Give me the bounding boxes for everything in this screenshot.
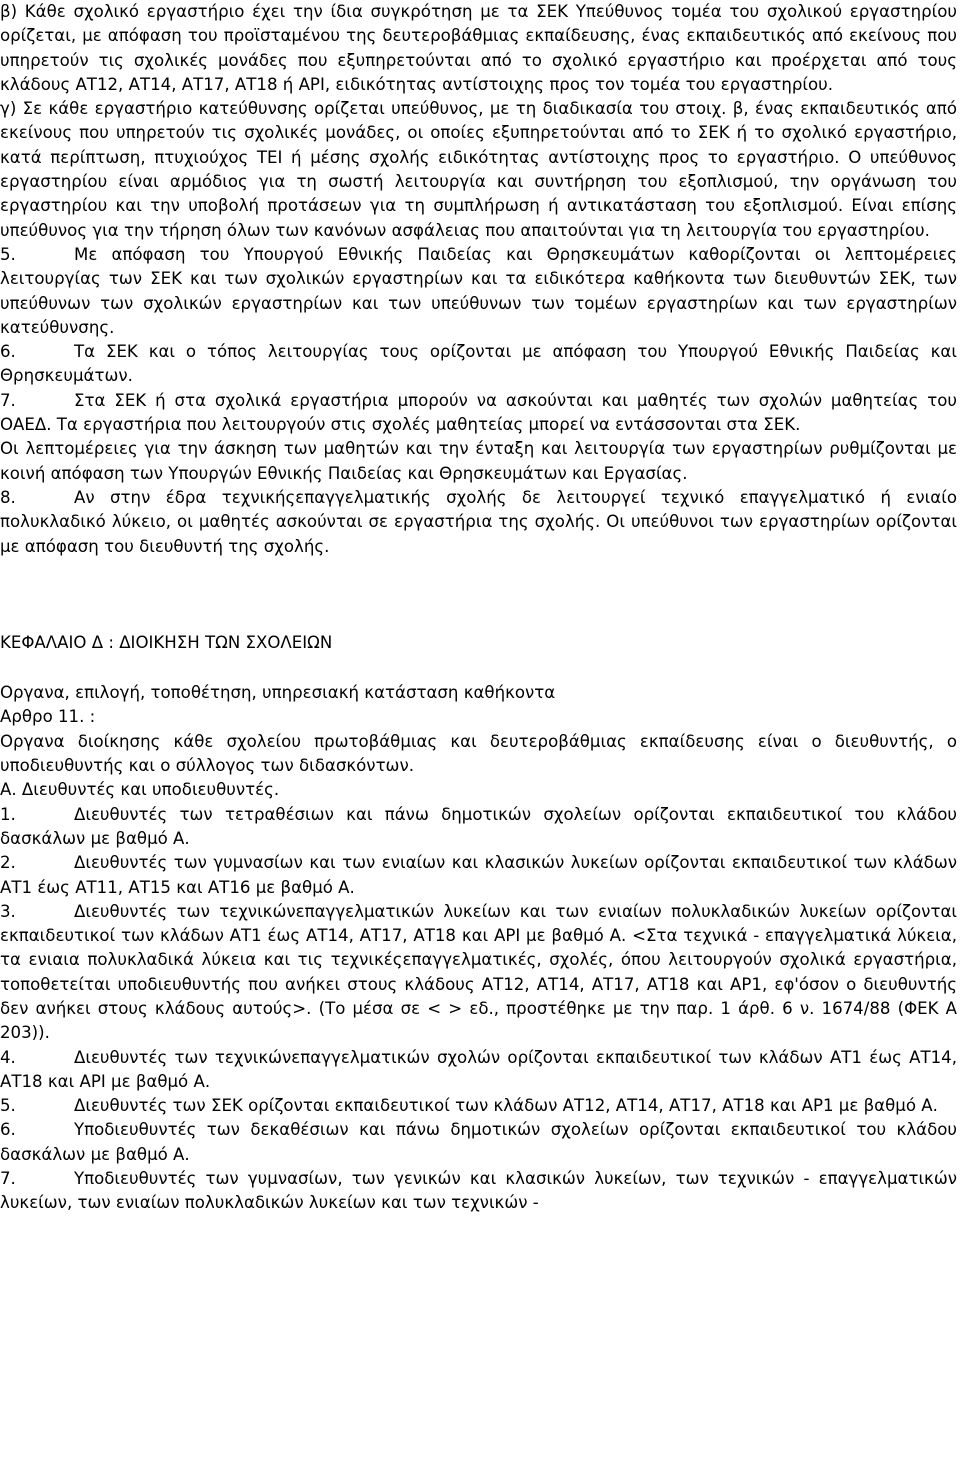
paragraph-c-4 xyxy=(0,1046,957,1095)
paragraph-item-8 xyxy=(0,486,957,559)
paragraph-item-7 xyxy=(0,389,957,438)
section-heading-a: Α. Διευθυντές και υποδιευθυντές. xyxy=(0,780,280,800)
paragraph-c-3 xyxy=(0,900,957,1046)
item-text: Τα ΣΕΚ και ο τόπος λειτουργίας τους ορίζονται με απόφαση του Υπουργού Εθνικής Παιδείας και Θρησκευμάτων. xyxy=(0,342,957,386)
item-number: 7. xyxy=(0,390,16,410)
chapter-block xyxy=(0,631,957,803)
spacer xyxy=(0,559,957,631)
item-number: 4. xyxy=(0,1047,16,1067)
item-number: 3. xyxy=(0,901,16,921)
item-number: 2. xyxy=(0,853,16,873)
item-text: Στα ΣΕΚ ή στα σχολικά εργαστήρια μπορούν να ασκούνται και μαθητές των σχολών μαθητείας του ΟΑΕΔ. Τα εργαστήρια που λειτουργούν στις σχολές μαθητείας μπορεί να εντάσσονται στα ΣΕΚ. xyxy=(0,390,957,435)
item-text: Διευθυντές των τεχνικώνεπαγγελματικών σχολών ορίζονται εκπαιδευτικοί των κλάδων ΑΤ1 έως ΑΤ14, ΑΤ18 και ΑΡΙ με βαθμό Α. xyxy=(0,1047,957,1091)
section-b xyxy=(0,243,957,559)
item-number: 6. xyxy=(0,1120,16,1140)
item-number: 1. xyxy=(0,804,16,824)
paragraph-item-5 xyxy=(0,243,957,340)
article-intro: Οργανα διοίκησης κάθε σχολείου πρωτοβάθμιας και δευτεροβάθμιας εκπαίδευσης είναι ο διευθυντής, ο υποδιευθυντής και ο σύλλογος των διδασκόντων. xyxy=(0,731,957,776)
item-text: Διευθυντές των ΣΕΚ ορίζονται εκπαιδευτικοί των κλάδων ΑΤ12, ΑΤ14, ΑΤ17, ΑΤ18 και ΑΡ1 με βαθμό Α. xyxy=(74,1096,938,1116)
chapter-title: ΚΕΦΑΛΑΙΟ Δ : ΔΙΟΙΚΗΣΗ ΤΩΝ ΣΧΟΛΕΙΩΝ xyxy=(0,632,333,652)
paragraph-c-5 xyxy=(0,1094,957,1118)
chapter-subtitle: Οργανα, επιλογή, τοποθέτηση, υπηρεσιακή κατάσταση καθήκοντα xyxy=(0,683,556,703)
item-number: 8. xyxy=(0,487,16,507)
item-text: Διευθυντές των τεχνικώνεπαγγελματικών λυκείων και των ενιαίων πολυκλαδικών λυκείων ορίζονται εκπαιδευτικοί των κλάδων ΑΤ1 έως ΑΤ14, ΑΤ17, ΑΤ18 και ΑΡΙ με βαθμό Α. <Στα τεχνικά - επαγγελματικά λύκεια, τα ενιαια πολυκλαδικά λύκεια και τις τεχνικέςεπαγγελματικές, σχολές, όπου λειτουργούν σχολικά εργαστήρια, τοποθετείται υποδιευθυντής που ανήκει στους κλάδους ΑΤ12, ΑΤ14, ΑΤ17, ΑΤ18 και ΑΡ1, εφ'όσον ο διευθυντής δεν ανήκει στους κλάδους αυτούς>. (Το μέσα σε < > εδ., προστέθηκε με την παρ. 1 άρθ. 6 ν. 1674/88 (ΦΕΚ Α 203)). xyxy=(0,901,957,1043)
item-text: Με απόφαση του Υπουργού Εθνικής Παιδείας και Θρησκευμάτων καθορίζονται οι λεπτομέρειες λειτουργίας των ΣΕΚ και των σχολικών εργαστηρίων και τα ειδικότερα καθήκοντα των διευθυντών ΣΕΚ, των υπεύθυνων των σχολικών εργαστηρίων και των υπεύθυνων των τομέων εργαστηρίων και των εργαστηρίων κατεύθυνσης. xyxy=(0,244,957,337)
item-text: Υποδιευθυντές των γυμνασίων, των γενικών και κλασικών λυκείων, των τεχνικών - επαγγελματικών λυκείων, των ενιαίων πολυκλαδικών λυκείων και των τεχνικών - xyxy=(0,1169,957,1213)
paragraph-item-6 xyxy=(0,340,957,389)
item-number: 6. xyxy=(0,342,16,362)
item-text: Διευθυντές των γυμνασίων και των ενιαίων και κλασικών λυκείων ορίζονται εκπαιδευτικοί των κλάδων ΑΤ1 έως ΑΤ11, ΑΤ15 και ΑΤ16 με βαθμό Α. xyxy=(0,853,957,897)
paragraph-beta: β) Κάθε σχολικό εργαστήριο έχει την ίδια συγκρότηση με τα ΣΕΚ Υπεύθυνος τομέα του σχολικού εργαστηρίου ορίζεται, με απόφαση του προϊσταμένου της δευτεροβάθμιας εκπαίδευσης, ένας εκπαιδευτικός από εκείνους που υπηρετούν τις σχολικές μονάδες που εξυπηρετούνται από το σχολικό εργαστήριο και προέρχεται από τους κλάδους ΑΤ12, ΑΤ14, ΑΤ17, ΑΤ18 ή ΑΡΙ, ειδικότητας αντίστοιχης προς τον τομέα του εργαστηρίου. xyxy=(0,2,957,94)
paragraph-c-7 xyxy=(0,1167,957,1216)
item-number: 5. xyxy=(0,244,16,264)
paragraph-gamma: γ) Σε κάθε εργαστήριο κατεύθυνσης ορίζεται υπεύθυνος, με τη διαδικασία του στοιχ. β, ένας εκπαιδευτικός από εκείνους που υπηρετούν τις σχολικές μονάδες, οι οποίες εξυπηρετούνται από το ΣΕΚ ή το σχολικό εργαστήριο, κατά περίπτωση, πτυχιούχος ΤΕΙ ή μέσης σχολής ειδικότητας αντίστοιχης προς το εργαστήριο. Ο υπεύθυνος εργαστηρίου είναι αρμόδιος για τη σωστή λειτουργία και συντήρηση του εξοπλισμού, την οργάνωση του εργαστηρίου και την υποβολή προτάσεων για τη συμπλήρωση ή αντικατάσταση του εξοπλισμού. Είναι επίσης υπεύθυνος για την τήρηση όλων των κανόνων ασφάλειας που απαιτούνται για τη λειτουργία του εργαστηρίου. xyxy=(0,99,957,240)
paragraph-c-1 xyxy=(0,803,957,852)
paragraph-item-7-cont: Οι λεπτομέρειες για την άσκηση των μαθητών και την ένταξη και λειτουργία των εργαστηρίων ρυθμίζονται με κοινή απόφαση των Υπουργών Εθνικής Παιδείας και Θρησκευμάτων και Εργασίας. xyxy=(0,439,957,483)
item-text: Αν στην έδρα τεχνικήςεπαγγελματικής σχολής δε λειτουργεί τεχνικό επαγγελματικό ή ενιαίο πολυκλαδικό λύκειο, οι μαθητές ασκούνται σε εργαστήρια της σχολής. Οι υπεύθυνοι των εργαστηρίων ορίζονται με απόφαση του διευθυντή της σχολής. xyxy=(0,487,957,556)
section-a xyxy=(0,0,957,243)
item-number: 7. xyxy=(0,1169,16,1189)
item-number: 5. xyxy=(0,1096,16,1116)
article-heading: Αρθρο 11. : xyxy=(0,707,96,727)
paragraph-c-6 xyxy=(0,1118,957,1167)
item-text: Υποδιευθυντές των δεκαθέσιων και πάνω δημοτικών σχολείων ορίζονται εκπαιδευτικοί του κλάδου δασκάλων με βαθμό Α. xyxy=(0,1120,957,1164)
section-c xyxy=(0,803,957,1216)
paragraph-c-2 xyxy=(0,851,957,900)
spacer xyxy=(0,655,957,681)
item-text: Διευθυντές των τετραθέσιων και πάνω δημοτικών σχολείων ορίζονται εκπαιδευτικοί του κλάδου δασκάλων με βαθμό Α. xyxy=(0,804,957,848)
